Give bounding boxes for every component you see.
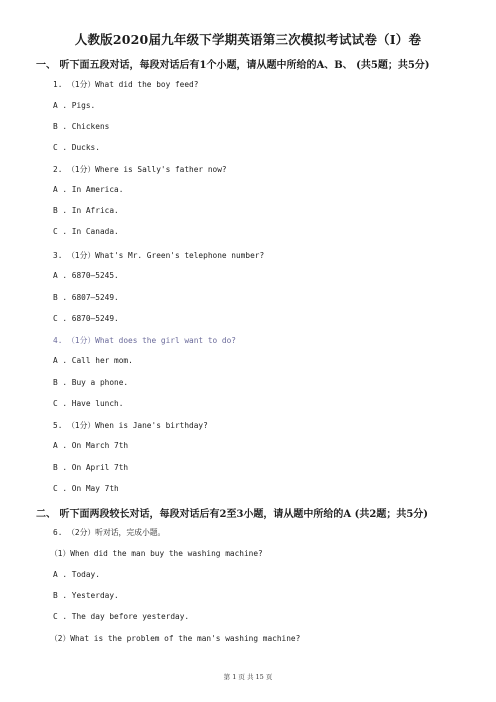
page-footer: 第 1 页 共 15 页 <box>223 673 273 681</box>
option-4c: C . Have lunch. <box>53 399 124 408</box>
option-3c: C . 6870—5249. <box>53 314 119 323</box>
option-5b: B . On April 7th <box>53 463 129 472</box>
question-1: 1. （1分）What did the boy feed? <box>53 80 199 89</box>
question-5: 5. （1分）When is Jane's birthday? <box>53 421 208 430</box>
option-2b: B . In Africa. <box>53 206 119 215</box>
option-1b: B . Chickens <box>53 122 110 131</box>
option-3b: B . 6807—5249. <box>53 293 119 302</box>
option-2c: C . In Canada. <box>53 227 119 236</box>
section-heading-1: 一、 听下面五段对话，每段对话后有1个小题，请从题中所给的A、B、 (共5题；共5分) <box>36 60 430 71</box>
option-5c: C . On May 7th <box>53 484 119 493</box>
option-3a: A . 6870—5245. <box>53 271 119 280</box>
option-6-1b: B . Yesterday. <box>53 591 119 600</box>
option-1a: A . Pigs. <box>53 101 96 110</box>
question-4: 4. （1分）What does the girl want to do? <box>53 336 236 345</box>
question-2: 2. （1分）Where is Sally's father now? <box>53 165 227 174</box>
question-6: 6. （2分）听对话，完成小题。 <box>53 528 166 537</box>
section-heading-2: 二、 听下面两段较长对话，每段对话后有2至3小题，请从题中所给的A (共2题；共5分) <box>36 509 429 520</box>
option-5a: A . On March 7th <box>53 441 129 450</box>
option-2a: A . In America. <box>53 185 124 194</box>
question-3: 3. （1分）What's Mr. Green's telephone number? <box>53 251 265 260</box>
subquestion-6-1: （1）When did the man buy the washing machine? <box>50 549 263 558</box>
option-1c: C . Ducks. <box>53 143 100 152</box>
option-4b: B . Buy a phone. <box>53 378 129 387</box>
option-6-1a: A . Today. <box>53 570 100 579</box>
option-6-1c: C . The day before yesterday. <box>53 612 190 621</box>
option-4a: A . Call her mom. <box>53 356 133 365</box>
exam-title: 人教版2020届九年级下学期英语第三次模拟考试试卷（I）卷 <box>74 32 422 47</box>
subquestion-6-2: （2）What is the problem of the man's washing machine? <box>50 634 301 643</box>
